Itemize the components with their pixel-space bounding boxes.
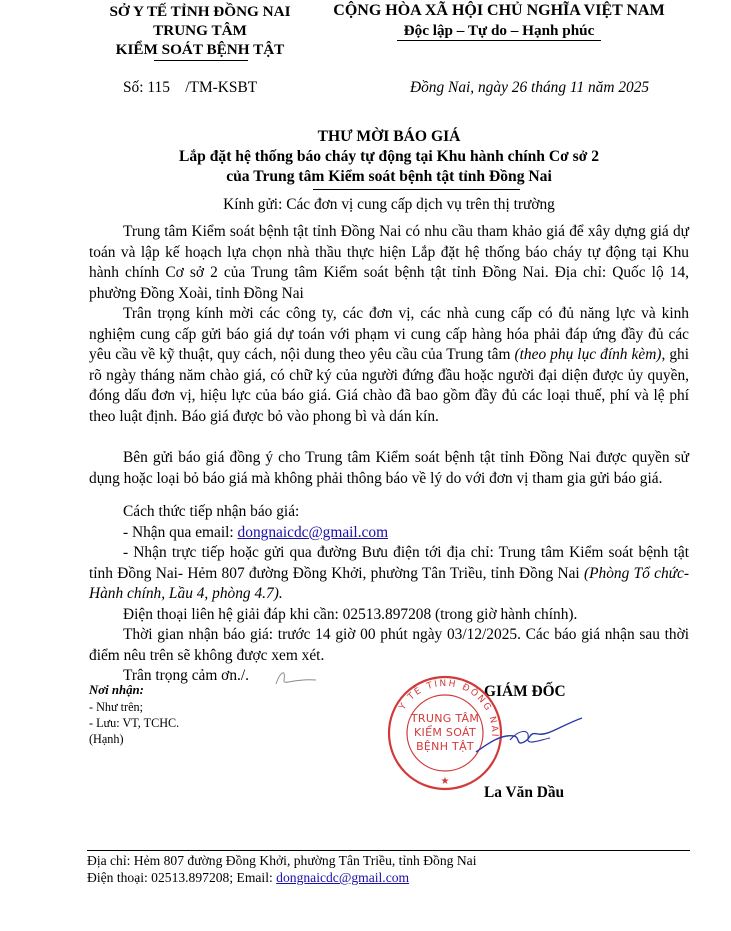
seal-center-line3: BỆNH TẬT: [416, 740, 474, 753]
recipients-line2: - Lưu: VT, TCHC.: [89, 716, 180, 730]
motto-underline: [397, 40, 601, 41]
phone-line: Điện thoại liên hệ giải đáp khi cần: 02513.897208 (trong giờ hành chính).: [123, 606, 578, 623]
document-subtitle-line1: Lắp đặt hệ thống báo cháy tự động tại Khu hành chính Cơ sở 2: [178, 148, 600, 165]
methods-heading: Cách thức tiếp nhận báo giá:: [123, 503, 300, 520]
nation-motto: Độc lập – Tự do – Hạnh phúc: [403, 22, 595, 39]
recipients-line3: (Hạnh): [89, 732, 124, 746]
seal-center-line2: KIỂM SOÁT: [414, 726, 476, 739]
subtitle-underline: [313, 189, 520, 190]
signer-name: La Văn Dầu: [484, 784, 565, 801]
document-number: Số: 115 /TM-KSBT: [123, 79, 258, 96]
nation-name: CỘNG HÒA XÃ HỘI CHỦ NGHĨA VIỆT NAM: [333, 2, 665, 19]
paragraph-intro: Trung tâm Kiểm soát bệnh tật tỉnh Đồng Nai có nhu cầu tham khảo giá để xây dựng giá dự toán và lập kế hoạch lựa chọn nhà thầu thực hiện Lắp đặt hệ thống báo cháy tự động tại Khu hành chính Cơ sở 2 của Trung tâm Kiểm soát bệnh tật tỉnh Đồng Nai. Địa chỉ: Quốc lộ 14, phường Đồng Xoài, tỉnh Đồng Nai: [89, 223, 689, 302]
recipients-heading: Nơi nhận:: [89, 683, 144, 697]
email-line: - Nhận qua email: dongnaicdc@gmail.com: [123, 524, 389, 541]
place-date: Đồng Nai, ngày 26 tháng 11 năm 2025: [410, 79, 650, 96]
seal-ring-text: Y TẾ TỈNH ĐỒNG NAI: [397, 678, 500, 739]
direct-submission-line: - Nhận trực tiếp hoặc gửi qua đường Bưu điện tới địa chỉ: Trung tâm Kiểm soát bệnh tật tỉnh Đồng Nai- Hẻm 807 đường Đồng Khởi, phường Tân Triều, tỉnh Đồng Nai (Phòng Tổ chức- Hành chính, Lầu 4, phòng 4.7).: [89, 544, 689, 603]
email-link[interactable]: dongnaicdc@gmail.com: [237, 524, 389, 541]
paragraph-invitation: Trân trọng kính mời các công ty, các đơn vị, các nhà cung cấp có đủ năng lực và kinh nghiệm cung cấp gửi báo giá dự toán với phạm vi cung cấp hàng hóa phải đáp ứng đầy đủ các yêu cầu về kỹ thuật, quy cách, nội dung theo yêu cầu của Trung tâm (theo phụ lục đính kèm), ghi rõ ngày tháng năm chào giá, có chữ ký của người đứng đầu hoặc người đại diện được ủy quyền, đóng dấu đơn vị, hiệu lực của báo giá. Giá chào đã bao gồm đầy đủ các loại thuế, phí và lệ phí theo luật định. Báo giá được bỏ vào phong bì và dán kín.: [89, 305, 689, 425]
signer-position: GIÁM ĐỐC: [484, 683, 566, 700]
footer-divider: [87, 850, 690, 851]
document-subtitle-line2: của Trung tâm Kiểm soát bệnh tật tỉnh Đồng Nai: [226, 168, 552, 185]
recipients-line1: - Như trên;: [89, 700, 143, 714]
footer-email-link[interactable]: dongnaicdc@gmail.com: [276, 870, 410, 885]
recipient-line: Kính gửi: Các đơn vị cung cấp dịch vụ trên thị trường: [223, 196, 555, 213]
svg-text:★: ★: [440, 776, 450, 787]
seal-center-line1: TRUNG TÂM: [410, 712, 480, 725]
initial-mark: [272, 664, 320, 690]
paragraph-rights: Bên gửi báo giá đồng ý cho Trung tâm Kiểm soát bệnh tật tỉnh Đồng Nai được quyền sử dụng hoặc loại bỏ báo giá mà không phải thông báo về lý do với đơn vị tham gia gửi báo giá.: [89, 449, 689, 487]
org-underline: [154, 60, 248, 61]
handwritten-signature: [470, 712, 590, 762]
org-name-line2: TRUNG TÂM: [153, 22, 247, 39]
document-title: THƯ MỜI BÁO GIÁ: [317, 128, 461, 145]
footer-contact: Điện thoại: 02513.897208; Email: dongnaicdc@gmail.com: [87, 870, 410, 885]
footer-address: Địa chỉ: Hẻm 807 đường Đồng Khởi, phường Tân Triều, tỉnh Đồng Nai: [87, 853, 477, 868]
org-name-line1: SỞ Y TẾ TỈNH ĐỒNG NAI: [109, 3, 291, 20]
org-name-line3: KIỂM SOÁT BỆNH TẬT: [115, 41, 285, 58]
closing-line: Trân trọng cảm ơn./.: [123, 667, 249, 684]
deadline-paragraph: Thời gian nhận báo giá: trước 14 giờ 00 phút ngày 03/12/2025. Các báo giá nhận sau thời điểm nêu trên sẽ không được xem xét.: [89, 626, 689, 664]
